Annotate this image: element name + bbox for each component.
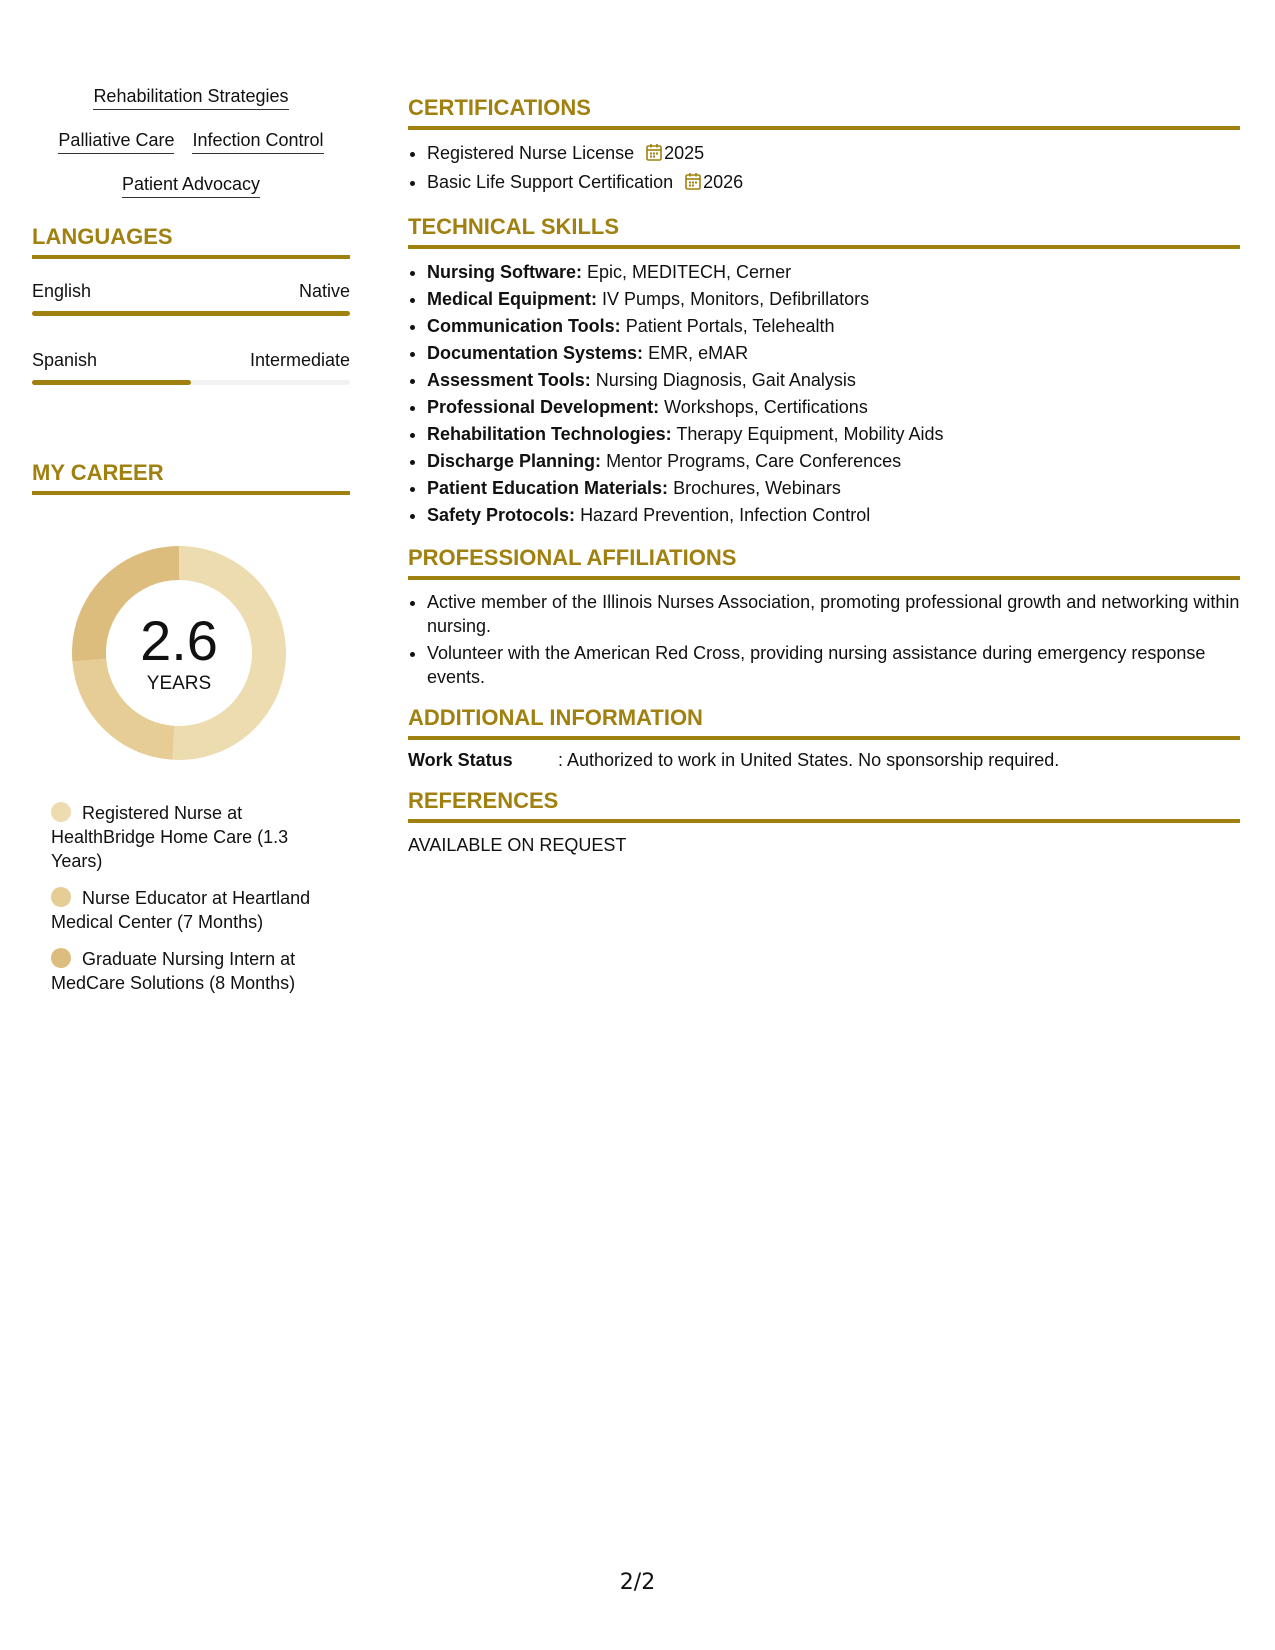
calendar-icon [685, 171, 701, 198]
language-proficiency-bar [32, 380, 350, 385]
work-status-value: : Authorized to work in United States. No sponsorship required. [558, 750, 1060, 770]
skill-value: Hazard Prevention, Infection Control [580, 505, 871, 525]
language-proficiency-fill [32, 380, 191, 385]
references-heading: REFERENCES [408, 788, 1240, 823]
language-item [32, 280, 350, 316]
legend-dot [51, 948, 71, 968]
language-level: Intermediate [249, 350, 350, 370]
technical-skill-item [427, 367, 1240, 394]
work-status-row [408, 748, 1240, 772]
legend-dot [51, 802, 71, 822]
technical-skill-item [427, 421, 1240, 448]
skill-value: Brochures, Webinars [673, 478, 841, 498]
legend-dot [51, 887, 71, 907]
career-legend-item [51, 886, 341, 934]
career-donut-chart [64, 538, 294, 768]
career-role-label: Nurse Educator at Heartland Medical Center (7 Months) [51, 888, 311, 932]
language-level: Native [298, 281, 350, 301]
skill-value: EMR, eMAR [648, 343, 749, 363]
languages-heading: LANGUAGES [32, 224, 350, 259]
certification-year: 2025 [664, 143, 705, 163]
certification-item [427, 169, 1240, 198]
skill-label: Professional Development: [427, 397, 660, 417]
technical-skill-item [427, 286, 1240, 313]
references-section [408, 788, 1240, 857]
technical-skills-list [408, 259, 1240, 529]
skill-label: Rehabilitation Technologies: [427, 424, 672, 444]
certifications-list [408, 140, 1240, 198]
additional-info-heading: ADDITIONAL INFORMATION [408, 705, 1240, 740]
page-number: 2/2 [619, 1570, 656, 1595]
skill-label: Discharge Planning: [427, 451, 602, 471]
technical-skill-item [427, 502, 1240, 529]
skills-row [32, 85, 350, 110]
technical-skill-item [427, 448, 1240, 475]
career-legend-item [51, 947, 341, 995]
skill-value: Epic, MEDITECH, Cerner [587, 262, 792, 282]
language-name: English [32, 281, 92, 301]
skill-tag: Patient Advocacy [122, 173, 260, 198]
additional-info-section [408, 705, 1240, 772]
language-proficiency-fill [32, 311, 350, 316]
calendar-icon [646, 142, 662, 169]
skills-tags [32, 85, 350, 198]
skill-value: Therapy Equipment, Mobility Aids [676, 424, 944, 444]
career-heading: MY CAREER [32, 460, 350, 495]
technical-skill-item [427, 340, 1240, 367]
skill-tag: Palliative Care [58, 129, 174, 154]
skill-tag: Infection Control [192, 129, 323, 154]
affiliation-item: • Active member of the Illinois Nurses Association, promoting professional growth and networking within nursing. [427, 590, 1240, 638]
certification-name: Registered Nurse License [427, 143, 635, 163]
career-total-years: 2.6 [140, 609, 218, 672]
skill-tag: Rehabilitation Strategies [93, 85, 288, 110]
technical-skills-section [408, 214, 1240, 529]
skills-row [32, 173, 350, 198]
technical-skill-item [427, 313, 1240, 340]
language-item [32, 349, 350, 385]
skill-label: Assessment Tools: [427, 370, 591, 390]
affiliations-heading: PROFESSIONAL AFFILIATIONS [408, 545, 1240, 580]
skill-value: Patient Portals, Telehealth [625, 316, 835, 336]
affiliations-section [408, 545, 1240, 689]
skill-label: Communication Tools: [427, 316, 621, 336]
skill-value: IV Pumps, Monitors, Defibrillators [602, 289, 870, 309]
skill-label: Documentation Systems: [427, 343, 644, 363]
skill-value: Mentor Programs, Care Conferences [606, 451, 902, 471]
certifications-heading: CERTIFICATIONS [408, 95, 1240, 130]
skill-label: Patient Education Materials: [427, 478, 669, 498]
skills-row [32, 129, 350, 154]
career-legend-item [51, 801, 341, 873]
skill-label: Safety Protocols: [427, 505, 576, 525]
skill-label: Nursing Software: [427, 262, 583, 282]
languages-section [32, 224, 350, 385]
certification-year: 2026 [703, 172, 744, 192]
left-column [32, 85, 350, 1008]
technical-skill-item [427, 394, 1240, 421]
right-column [408, 95, 1240, 873]
career-legend [51, 801, 341, 995]
career-total-unit: YEARS [146, 673, 212, 694]
technical-skills-heading: TECHNICAL SKILLS [408, 214, 1240, 249]
certification-name: Basic Life Support Certification [427, 172, 674, 192]
affiliation-item: • Volunteer with the American Red Cross, providing nursing assistance during emergency response events. [427, 641, 1240, 689]
career-role-label: Registered Nurse at HealthBridge Home Care (1.3 Years) [51, 803, 289, 871]
skill-label: Medical Equipment: [427, 289, 598, 309]
certifications-section [408, 95, 1240, 198]
career-role-label: Graduate Nursing Intern at MedCare Solutions (8 Months) [51, 949, 296, 993]
references-text: AVAILABLE ON REQUEST [408, 835, 627, 855]
affiliations-list [408, 590, 1240, 689]
work-status-label: Work Status [408, 750, 513, 770]
language-name: Spanish [32, 350, 98, 370]
career-section [32, 460, 350, 995]
technical-skill-item [427, 475, 1240, 502]
skill-value: Nursing Diagnosis, Gait Analysis [595, 370, 856, 390]
certification-item [427, 140, 1240, 169]
skill-value: Workshops, Certifications [664, 397, 868, 417]
language-proficiency-bar [32, 311, 350, 316]
technical-skill-item [427, 259, 1240, 286]
